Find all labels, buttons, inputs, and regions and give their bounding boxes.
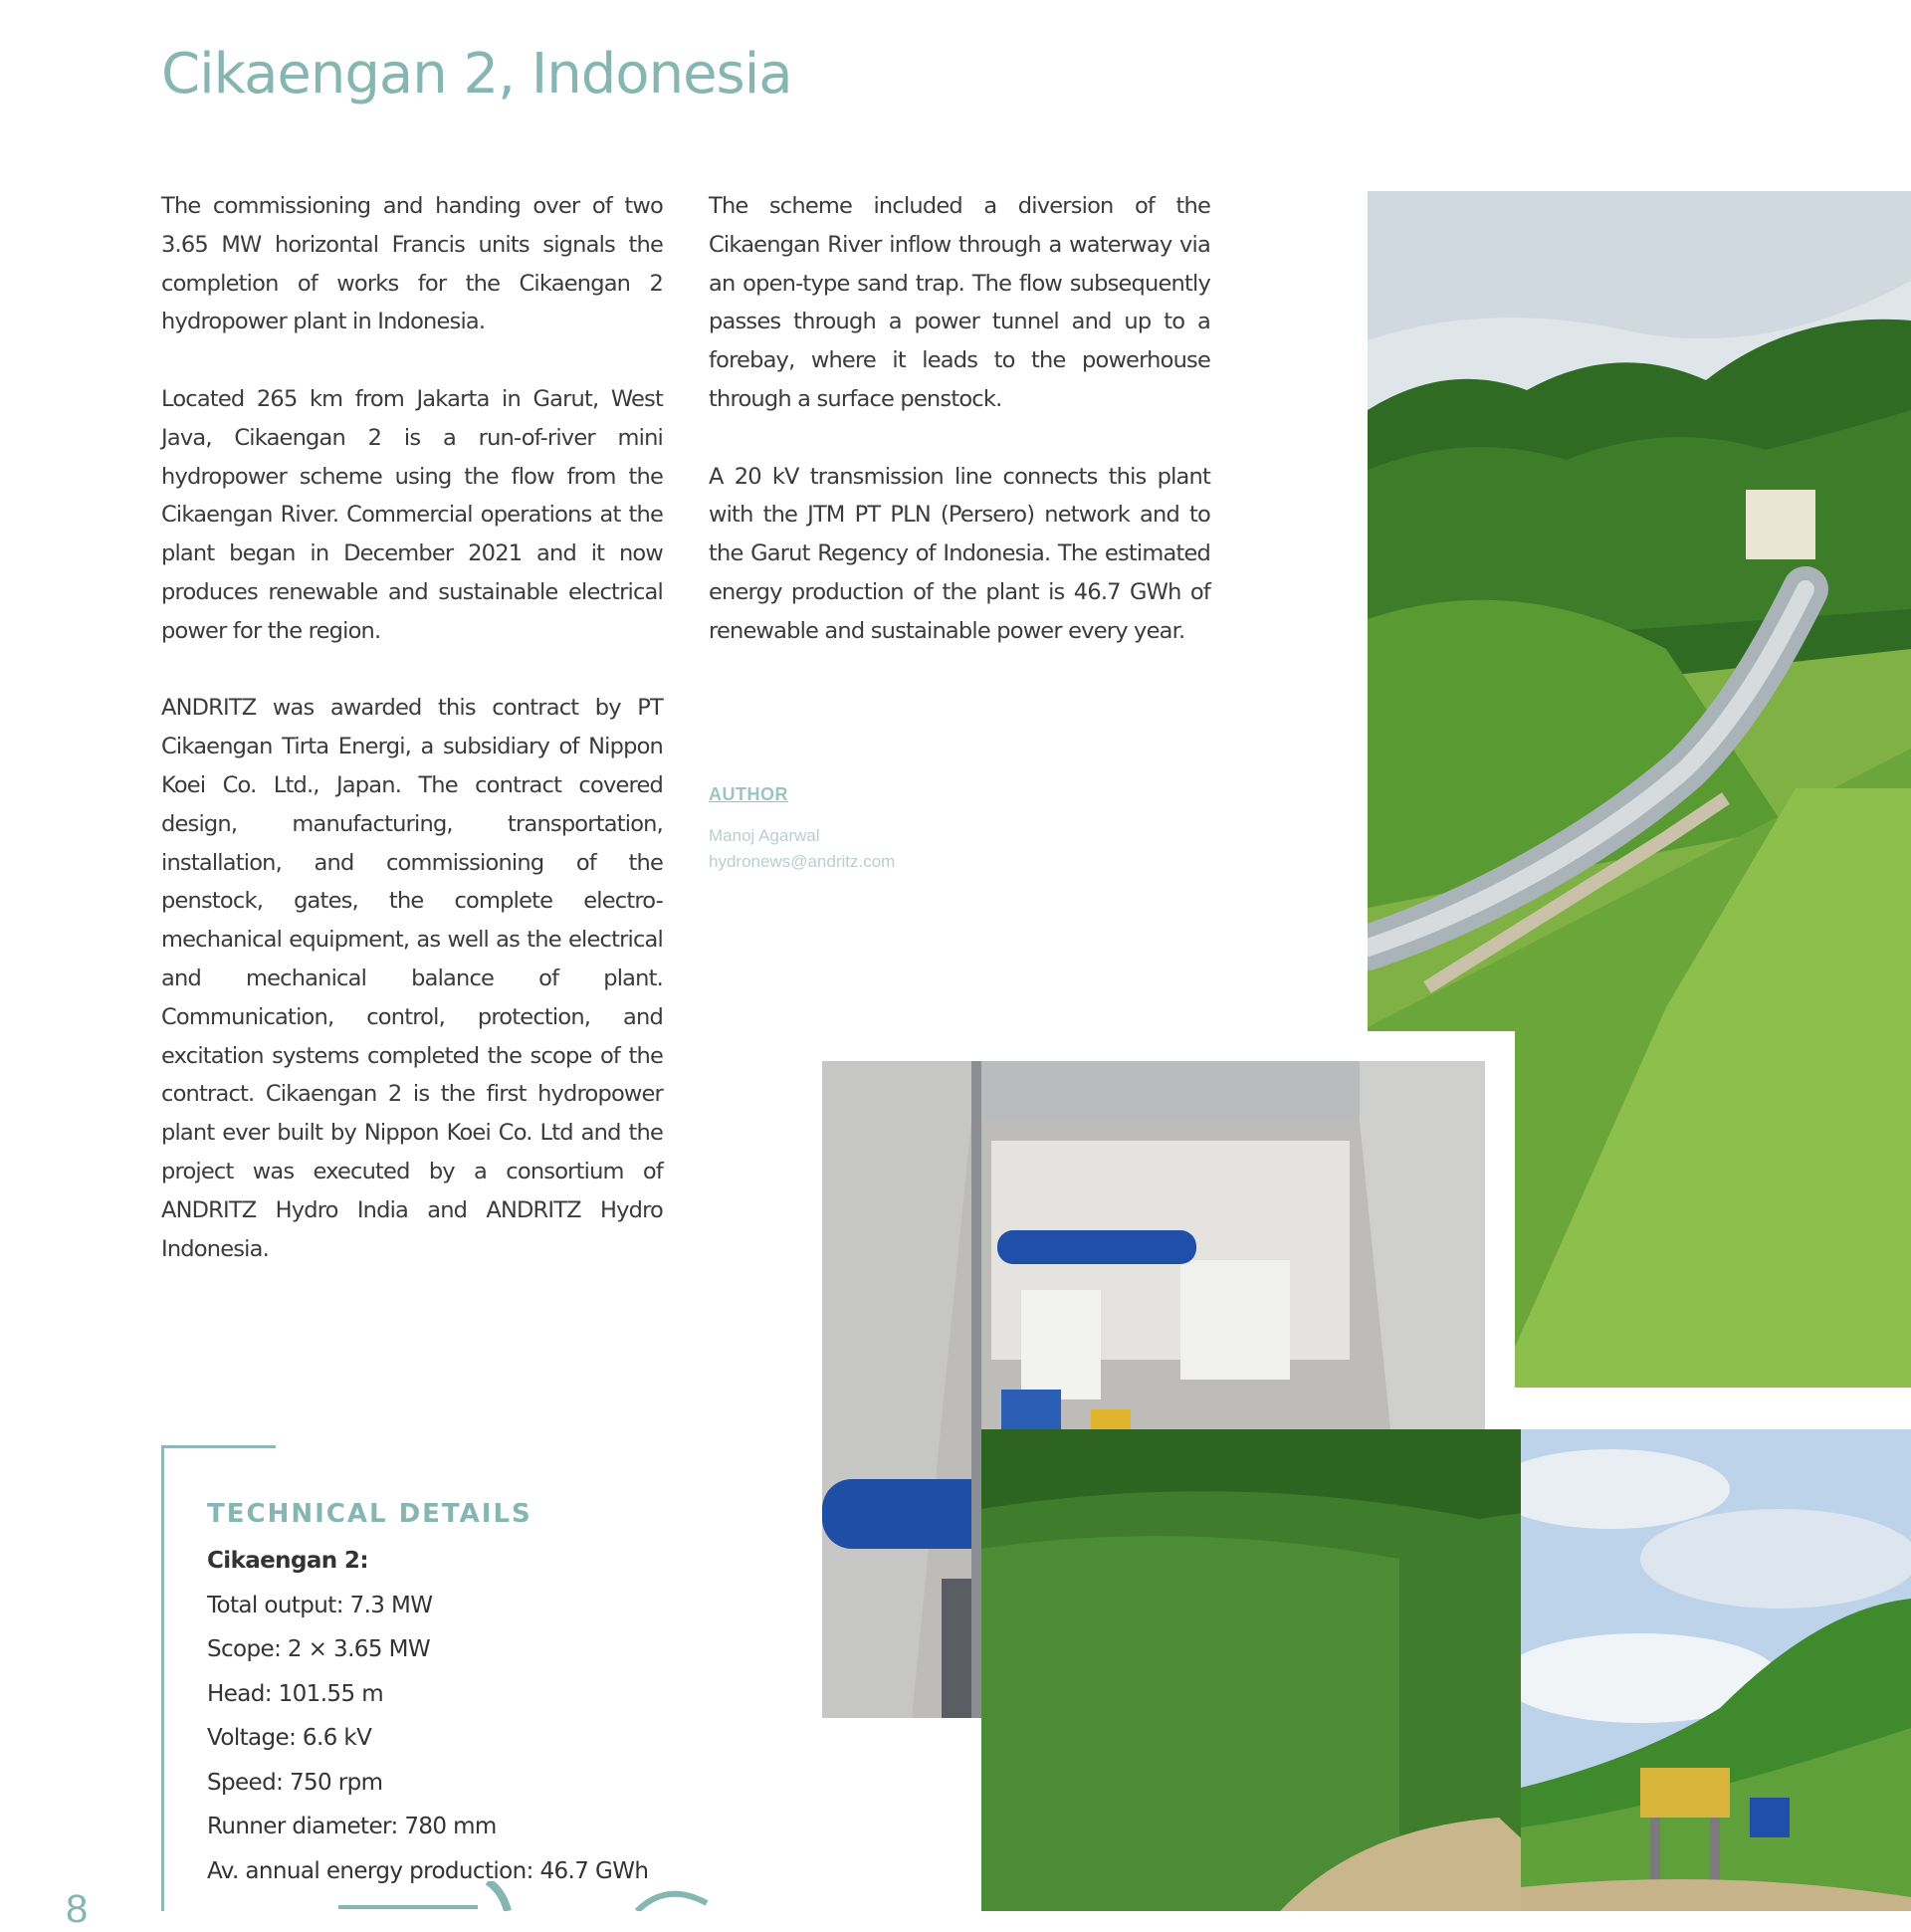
spec-item: Av. annual energy production: 46.7 GWh <box>207 1857 649 1884</box>
footer-wave-decoration <box>338 1881 776 1911</box>
spec-item: Total output: 7.3 MW <box>207 1592 433 1618</box>
paragraph: A 20 kV transmission line connects this plant with the JTM PT PLN (Persero) network and to the Garut Regency of Indonesia. The estimated energy production of the plant is 46.7 GWh of renewable and sustainable power every year. <box>709 463 1210 644</box>
author-label: AUTHOR <box>709 784 788 804</box>
spec-item: Voltage: 6.6 kV <box>207 1725 372 1751</box>
spec-item: Head: 101.55 m <box>207 1680 383 1707</box>
paragraph: The scheme included a diversion of the Cikaengan River inflow through a waterway via an open-type sand trap. The flow subsequently passes through a power tunnel and up to a forebay, where it leads to the powerhouse through a surface penstock. <box>709 193 1210 412</box>
article-title: Cikaengan 2, Indonesia <box>161 42 792 107</box>
spec-item: Scope: 2 × 3.65 MW <box>207 1636 430 1662</box>
tech-box-border-top <box>161 1445 276 1448</box>
paragraph: The commissioning and handing over of two 3.65 MW horizontal Francis units signals the completion of works for the Cikaengan 2 hydropower plant in Indonesia. <box>161 193 663 335</box>
tech-box-border <box>161 1445 164 1911</box>
paragraph: ANDRITZ was awarded this contract by PT Cikaengan Tirta Energi, a subsidiary of Nippon Koei Co. Ltd., Japan. The contract covered design, manufacturing, transportation, installation, and commissioning of the penstock, gates, the complete electro-mechanical equipment, as well as the electrical and mechanical balance of plant. Communication, control, protection, and excitation systems completed the scope of the contract. Cikaengan 2 is the first hydropower plant ever built by Nippon Koei Co. Ltd and the project was executed by a consortium of ANDRITZ Hydro India and ANDRITZ Hydro Indonesia. <box>161 695 663 1262</box>
intake-structure-photo <box>1521 1429 1911 1911</box>
paragraph: Located 265 km from Jakarta in Garut, West Java, Cikaengan 2 is a run-of-river mini hydropower scheme using the flow from the Cikaengan River. Commercial operations at the plant began in December 2021 and it now produces renewable and sustainable electrical power for the region. <box>161 385 663 644</box>
author-name: Manoj Agarwal <box>709 826 820 845</box>
technical-details-heading: TECHNICAL DETAILS <box>207 1499 532 1529</box>
technical-details-subtitle: Cikaengan 2: <box>207 1548 368 1574</box>
spec-item: Runner diameter: 780 mm <box>207 1814 497 1839</box>
article-column-2 <box>709 187 1210 689</box>
article-column-1 <box>161 187 663 1307</box>
technical-details-list <box>207 1539 648 1893</box>
page-number: 8 <box>66 1887 89 1931</box>
author-email-link[interactable]: hydronews@andritz.com <box>709 852 896 871</box>
spec-item: Speed: 750 rpm <box>207 1769 383 1796</box>
